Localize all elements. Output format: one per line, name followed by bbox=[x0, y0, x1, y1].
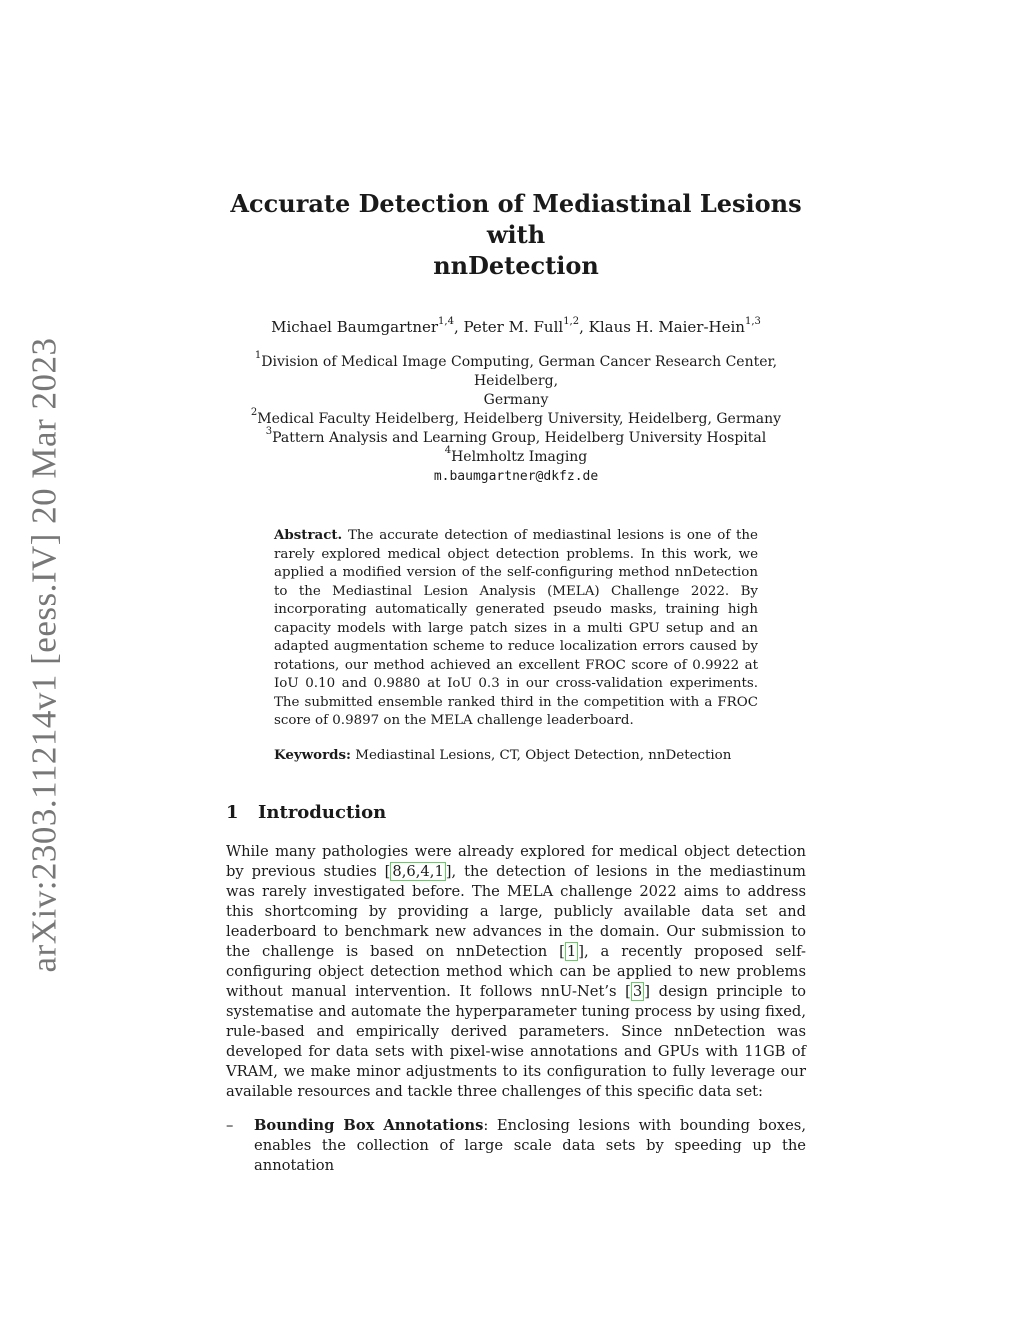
paper-page bbox=[226, 0, 806, 1176]
section-number: 1 bbox=[226, 802, 239, 823]
intro-text: , a recently proposed self-configuring object detection method which can be applied to new problems without manual intervention. It follows nnU-Net’s bbox=[226, 943, 807, 1000]
bullet-item bbox=[226, 1116, 806, 1176]
affiliation-2 bbox=[226, 407, 806, 429]
author-affil-marker: 1,4 bbox=[438, 316, 454, 327]
intro-text: While many pathologies were already explored for medical object detection by previous studies bbox=[226, 843, 806, 880]
section-heading bbox=[226, 801, 806, 825]
affil-text: Helmholtz Imaging bbox=[451, 449, 588, 465]
author-affil-marker: 1,3 bbox=[744, 316, 761, 327]
intro-text: , the detection of lesions in the mediastinum was rarely investigated before. The MELA challenge 2022 aims to address this shortcoming by providing a large, publicly available data set and leaderboard to benchmark new advances in the domain. Our submission to the challenge is based on nnDetection bbox=[226, 863, 806, 960]
affil-text: Division of Medical Image Computing, German Cancer Research Center, Heidelberg, bbox=[261, 354, 778, 389]
bullet-dash: – bbox=[226, 1117, 234, 1134]
affiliation-1-cont: Germany bbox=[483, 392, 549, 408]
title-line-2: nnDetection bbox=[433, 251, 599, 280]
citation-link[interactable]: 1 bbox=[566, 943, 577, 960]
affil-marker: 3 bbox=[265, 426, 273, 438]
abstract-label: Abstract. bbox=[274, 527, 343, 543]
abstract-text: The accurate detection of mediastinal lesions is one of the rarely explored medical object detection problems. In this work, we applied a modified version of the self-configuring method nnDetection to the Mediastinal Lesion Analysis (MELA) Challenge 2022. By incorporating automatically generated pseudo masks, training high capacity models with large patch sizes in a multi GPU setup and an adapted augmentation scheme to reduce localization errors caused by rotations, our method achieved an excellent FROC score of 0.9922 at IoU 0.10 and 0.9880 at IoU 0.3 in our cross-validation experiments. The submitted ensemble ranked third in the competition with a FROC score of 0.9897 on the MELA challenge leaderboard. bbox=[274, 528, 758, 728]
arxiv-sidebar bbox=[14, 337, 74, 973]
affil-marker: 2 bbox=[250, 407, 258, 419]
author-list: Michael Baumgartner$^{1,4}$, Peter M. Full$^{1,2}$, Klaus H. Maier-Hein$^{1,3}$ bbox=[271, 316, 761, 336]
paper-title bbox=[226, 188, 806, 281]
affiliation-4 bbox=[226, 445, 806, 467]
author-name: Peter M. Full bbox=[463, 318, 564, 336]
keywords bbox=[274, 746, 758, 766]
citation-link[interactable]: 3 bbox=[632, 983, 643, 1000]
arxiv-identifier: arXiv:2303.11214v1 [eess.IV] 20 Mar 2023 bbox=[24, 337, 64, 973]
author-affil-marker: 1,2 bbox=[563, 316, 580, 327]
affil-marker: 1 bbox=[254, 350, 262, 362]
section-title: Introduction bbox=[258, 802, 387, 823]
intro-text: design principle to systematise and automate the hyperparameter tuning process by using fixed, rule-based and empirically derived parameters. Since nnDetection was developed for data sets with pixel-wise annotations and GPUs with 11GB of VRAM, we make minor adjustments to its configuration to fully leverage our available resources and tackle three challenges of this specific data set: bbox=[226, 983, 806, 1100]
citation-link[interactable]: 8,6,4,1 bbox=[392, 863, 444, 880]
author-name: Michael Baumgartner bbox=[271, 318, 439, 336]
bullet-title: Bounding Box Annotations bbox=[254, 1117, 484, 1134]
bullet-text: : Enclosing lesions with bounding boxes, enables the collection of large scale data sets by speeding up the annotation bbox=[254, 1117, 806, 1174]
author-name: Klaus H. Maier-Hein bbox=[588, 318, 745, 336]
affiliation-3 bbox=[226, 426, 806, 448]
contact-email[interactable]: m.baumgartner@dkfz.de bbox=[433, 469, 599, 484]
affiliation-1 bbox=[226, 350, 806, 391]
affiliation-list bbox=[226, 350, 806, 486]
keywords-text: Mediastinal Lesions, CT, Object Detection, nnDetection bbox=[355, 747, 732, 763]
abstract bbox=[274, 526, 758, 731]
intro-paragraph: While many pathologies were already explored for medical object detection by previous studies [ 8,6,4,1 ], the detection of lesions in the mediastinum was rarely investigated before. The MELA challenge 2022 aims to address this shortcoming by providing a large, publicly available data set and leaderboard to benchmark new advances in the domain. Our submission to the challenge is based on nnDetection [ 1 ], a recently proposed self-configuring object detection method which can be applied to new problems without manual intervention. It follows nnU-Net’s [ 3 ] design principle to systematise and automate the hyperparameter tuning process by using fixed, rule-based and empirically derived parameters. Since nnDetection was developed for data sets with pixel-wise annotations and GPUs with 11GB of VRAM, we make minor adjustments to its configuration to fully leverage our available resources and tackle three challenges of this specific data set: bbox=[226, 843, 807, 1100]
affil-marker: 4 bbox=[444, 445, 452, 457]
keywords-label: Keywords: bbox=[274, 746, 352, 763]
affil-text: Pattern Analysis and Learning Group, Heidelberg University Hospital bbox=[272, 430, 767, 446]
affil-text: Medical Faculty Heidelberg, Heidelberg University, Heidelberg, Germany bbox=[257, 411, 782, 427]
title-line-1: Accurate Detection of Mediastinal Lesions with bbox=[230, 189, 802, 249]
